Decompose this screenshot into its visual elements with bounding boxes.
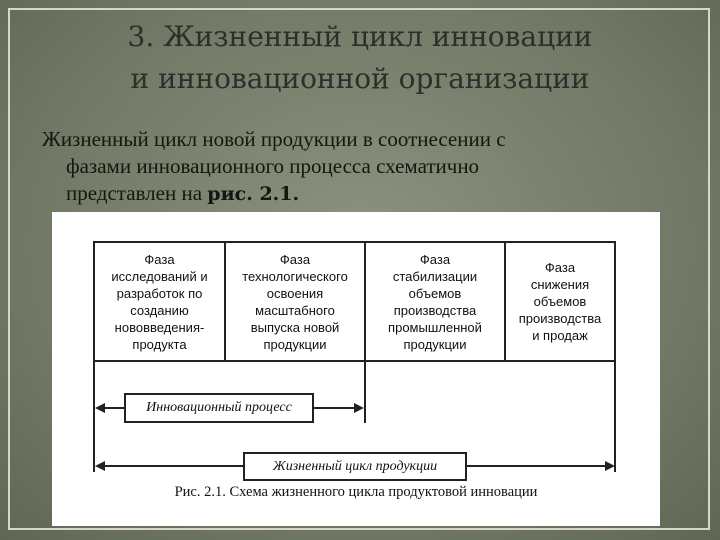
- phase-divider-1: [224, 241, 226, 362]
- body-line-3: [42, 180, 682, 208]
- body-line-1: Жизненный цикл новой продукции в соотнесении с: [42, 127, 506, 151]
- phase-decline-line: производства: [518, 311, 602, 326]
- slide-body-text: [42, 126, 682, 208]
- phase-stabilization-line: производства: [393, 302, 477, 318]
- lifecycle-diagram: [52, 212, 660, 526]
- phase-stabilization-line: стабилизации: [392, 268, 478, 284]
- phase-box-stabilization: [365, 241, 505, 362]
- lifecycle-arrow-right-head: [605, 461, 615, 471]
- phase-research-line: созданию: [130, 302, 189, 318]
- phase-research-text: [111, 251, 207, 353]
- phase-research-line: Фаза: [144, 251, 175, 267]
- left-boundary-line: [93, 241, 95, 472]
- phase-development-line: освоения: [266, 285, 324, 301]
- phase-box-research: [94, 241, 225, 362]
- body-line-2: фазами инновационного процесса схематично: [66, 154, 480, 178]
- phase-development-line: Фаза: [279, 251, 311, 267]
- innovation-process-arrow-left-head: [95, 403, 105, 413]
- phase-research-line: исследований и: [111, 268, 208, 284]
- phase-divider-2: [364, 241, 366, 423]
- phase-development-text: [242, 251, 348, 353]
- phase-stabilization-text: [388, 251, 482, 353]
- title-line-2: и инновационной организации: [130, 62, 590, 95]
- lifecycle-arrow-left-head: [95, 461, 105, 471]
- innovation-process-label: Инновационный процесс: [124, 393, 314, 423]
- phase-box-decline: [505, 241, 615, 362]
- phase-stabilization-line: объемов: [408, 285, 462, 301]
- phase-divider-3: [504, 241, 506, 362]
- phase-decline-text: [519, 259, 601, 344]
- phase-research-line: нововведения-: [114, 319, 205, 335]
- innovation-process-arrow-right-head: [354, 403, 364, 413]
- phase-box-development: [225, 241, 365, 362]
- phase-development-line: выпуска новой: [250, 319, 340, 335]
- phase-decline-line: Фаза: [544, 260, 576, 275]
- phase-development-line: технологического: [242, 268, 348, 284]
- phase-stabilization-line: Фаза: [419, 251, 451, 267]
- figure-caption: Рис. 2.1. Схема жизненного цикла продуктовой инновации: [174, 484, 538, 500]
- product-lifecycle-label: Жизненный цикл продукции: [243, 452, 467, 481]
- body-line-3-text: представлен на: [66, 181, 208, 205]
- phase-decline-line: объемов: [533, 294, 587, 309]
- phase-research-line: разработок по: [116, 285, 203, 301]
- phase-research-line: продукта: [132, 336, 187, 352]
- phase-development-line: продукции: [263, 336, 327, 352]
- figure-reference: рис. 2.1.: [207, 183, 300, 205]
- phase-development-line: масштабного: [255, 302, 335, 318]
- right-boundary-line: [614, 241, 616, 472]
- phase-stabilization-line: продукции: [403, 336, 467, 352]
- phase-decline-line: снижения: [530, 277, 590, 292]
- title-line-1: 3. Жизненный цикл инновации: [127, 20, 593, 53]
- phase-stabilization-line: промышленной: [388, 319, 482, 335]
- phase-decline-line: и продаж: [532, 328, 588, 343]
- slide-title: [60, 16, 660, 100]
